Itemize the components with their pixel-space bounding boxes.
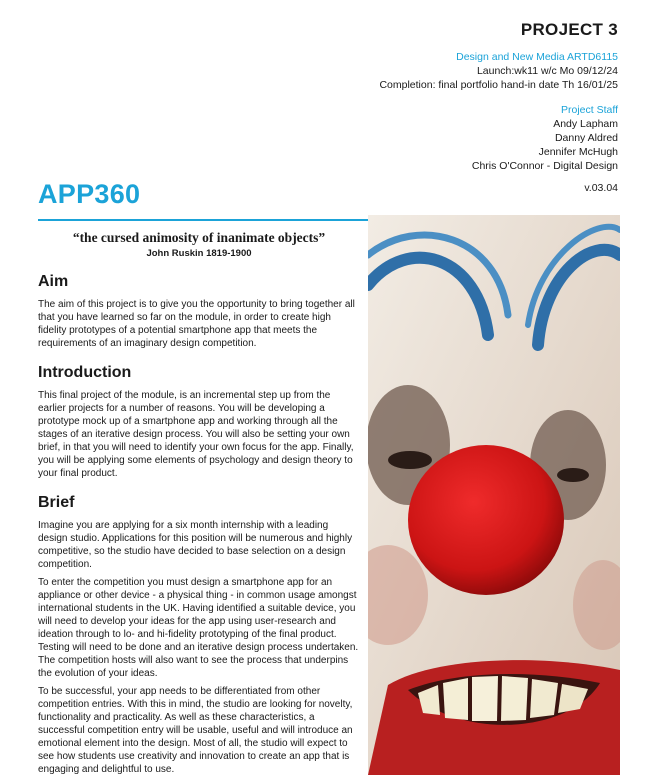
staff-member: Jennifer McHugh: [538, 146, 618, 158]
staff-member: Andy Lapham: [553, 118, 618, 130]
course-code: Design and New Media ARTD6115: [456, 51, 618, 63]
brief-heading: Brief: [38, 494, 75, 511]
brief-paragraph: Imagine you are applying for a six month internship with a leading design studio. Applications for this position will be numerous and highly competitive, so the studio have decided to base selection on a design competition.: [38, 520, 353, 570]
title-divider: [38, 219, 368, 221]
clown-photo: [368, 215, 620, 775]
quote-author: John Ruskin 1819-1900: [146, 248, 252, 259]
launch-date: Launch:wk11 w/c Mo 09/12/24: [476, 65, 618, 77]
project-number: PROJECT 3: [520, 20, 618, 39]
staff-member: Chris O'Connor - Digital Design: [471, 160, 618, 172]
staff-member: Danny Aldred: [554, 132, 618, 144]
aim-heading: Aim: [38, 273, 69, 290]
page-title: APP360: [38, 179, 141, 209]
introduction-heading: Introduction: [38, 364, 132, 381]
quote-text: “the cursed animosity of inanimate objects”: [72, 230, 326, 245]
aim-paragraph: The aim of this project is to give you the opportunity to bring together all that you have learned so far on the module, in order to create high fidelity prototypes of a potential smartphone app that meets the requirements of an imaginary design competition.: [38, 299, 355, 349]
clown-face-illustration: [368, 215, 620, 775]
introduction-paragraph: This final project of the module, is an incremental step up from the earlier projects for a number of reasons. You will be developing a prototype mock up of a smartphone app and working through all the stages of an iterative design process. You will also be setting your own brief, in that you will need to identify your own focus for the app. Finally, you will be applying some elements of psychology and design theory to your final product.: [38, 390, 354, 479]
version-label: v.03.04: [584, 182, 618, 194]
main-content: [38, 228, 360, 781]
brief-paragraph: To enter the competition you must design a smartphone app for an appliance or other device - a physical thing - in common usage amongst international students in the UK. Having identified a suitable device, you will need to develop your ideas for the app using user-research and ideation through to lo- and hi-fidelity prototyping of the final product. Testing will need to be done and an iterative design process undertaken. The competition hosts will also want to see the process that underpins the evolution of your ideas.: [38, 577, 359, 679]
staff-heading: Project Staff: [560, 104, 618, 116]
completion-date: Completion: final portfolio hand-in date Th 16/01/25: [379, 79, 618, 91]
project-header: [198, 20, 618, 173]
brief-paragraph: To be successful, your app needs to be differentiated from other competition entries. With this in mind, the studio are looking for novelty, functionality and practicality. As well as these characteristics, a successful competition entry will be usable, useful and will introduce an emotional element into the design. Most of all, the studio will expect to see how students use creativity and innovation to create an app that is engaging and delightful to use.: [38, 686, 353, 775]
